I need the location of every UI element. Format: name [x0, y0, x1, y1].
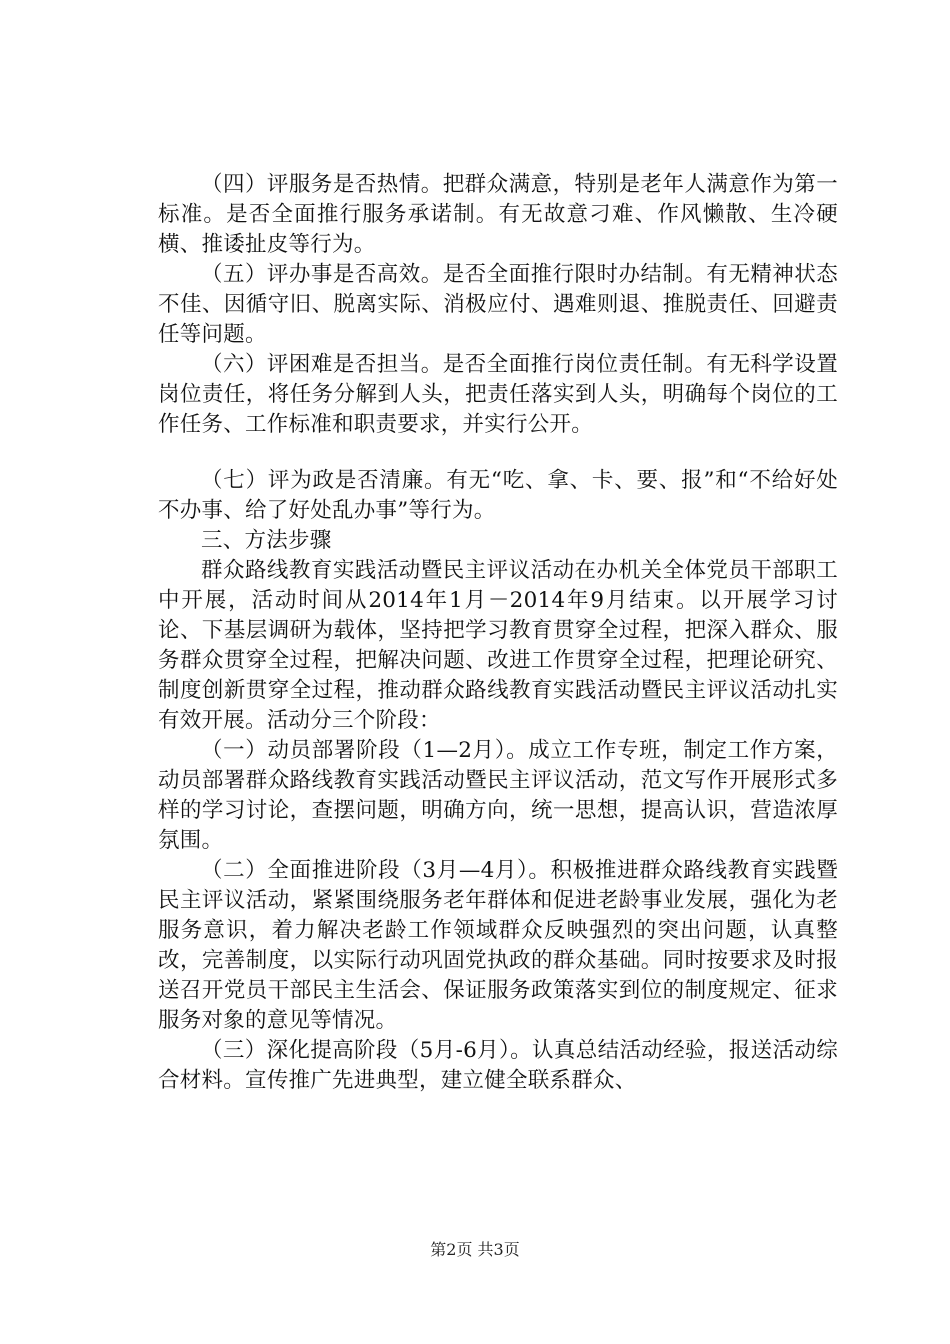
paragraph-evaluate-responsibility: （六）评困难是否担当。是否全面推行岗位责任制。有无科学设置岗位责任，将任务分解到人头，把责任落实到人头，明确每个岗位的工作任务、工作标准和职责要求，并实行公开。 — [158, 352, 838, 437]
paragraph-methods-overview: 群众路线教育实践活动暨民主评议活动在办机关全体党员干部职工中开展，活动时间从2014年1月－2014年9月结束。以开展学习讨论、下基层调研为载体，坚持把学习教育贯穿全过程，把深入群众、服务群众贯穿全过程，把解决问题、改进工作贯穿全过程，把理论研究、制度创新贯穿全过程，推动群众路线教育实践活动暨民主评议活动扎实有效开展。活动分三个阶段： — [158, 558, 838, 733]
paragraph-spacer — [158, 440, 838, 466]
paragraph-stage-two: （二）全面推进阶段（3月—4月）。积极推进群众路线教育实践暨民主评议活动，紧紧围绕服务老年群体和促进老龄事业发展，强化为老服务意识，着力解决老龄工作领域群众反映强烈的突出问题，认真整改，完善制度，以实际行动巩固党执政的群众基础。同时按要求及时报送召开党员干部民主生活会、保证服务政策落实到位的制度规定、征求服务对象的意见等情况。 — [158, 858, 838, 1033]
paragraph-evaluate-service: （四）评服务是否热情。把群众满意，特别是老年人满意作为第一标准。是否全面推行服务承诺制。有无故意刁难、作风懒散、生冷硬横、推诿扯皮等行为。 — [158, 172, 838, 257]
section-heading-methods: 三、方法步骤 — [201, 528, 332, 553]
page-number-footer: 第2页 共3页 — [430, 1240, 520, 1259]
paragraph-stage-one: （一）动员部署阶段（1—2月）。成立工作专班，制定工作方案，动员部署群众路线教育实践活动暨民主评议活动，范文写作开展形式多样的学习讨论，查摆问题，明确方向，统一思想，提高认识，营造浓厚氛围。 — [158, 738, 838, 853]
paragraph-evaluate-integrity: （七）评为政是否清廉。有无“吃、拿、卡、要、报”和“不给好处不办事、给了好处乱办事”等行为。 — [158, 468, 838, 523]
paragraph-stage-three: （三）深化提高阶段（5月-6月）。认真总结活动经验，报送活动综合材料。宣传推广先进典型，建立健全联系群众、 — [158, 1038, 838, 1093]
paragraph-evaluate-efficiency: （五）评办事是否高效。是否全面推行限时办结制。有无精神状态不佳、因循守旧、脱离实际、消极应付、遇难则退、推脱责任、回避责任等问题。 — [158, 262, 838, 347]
document-body — [158, 170, 838, 1096]
